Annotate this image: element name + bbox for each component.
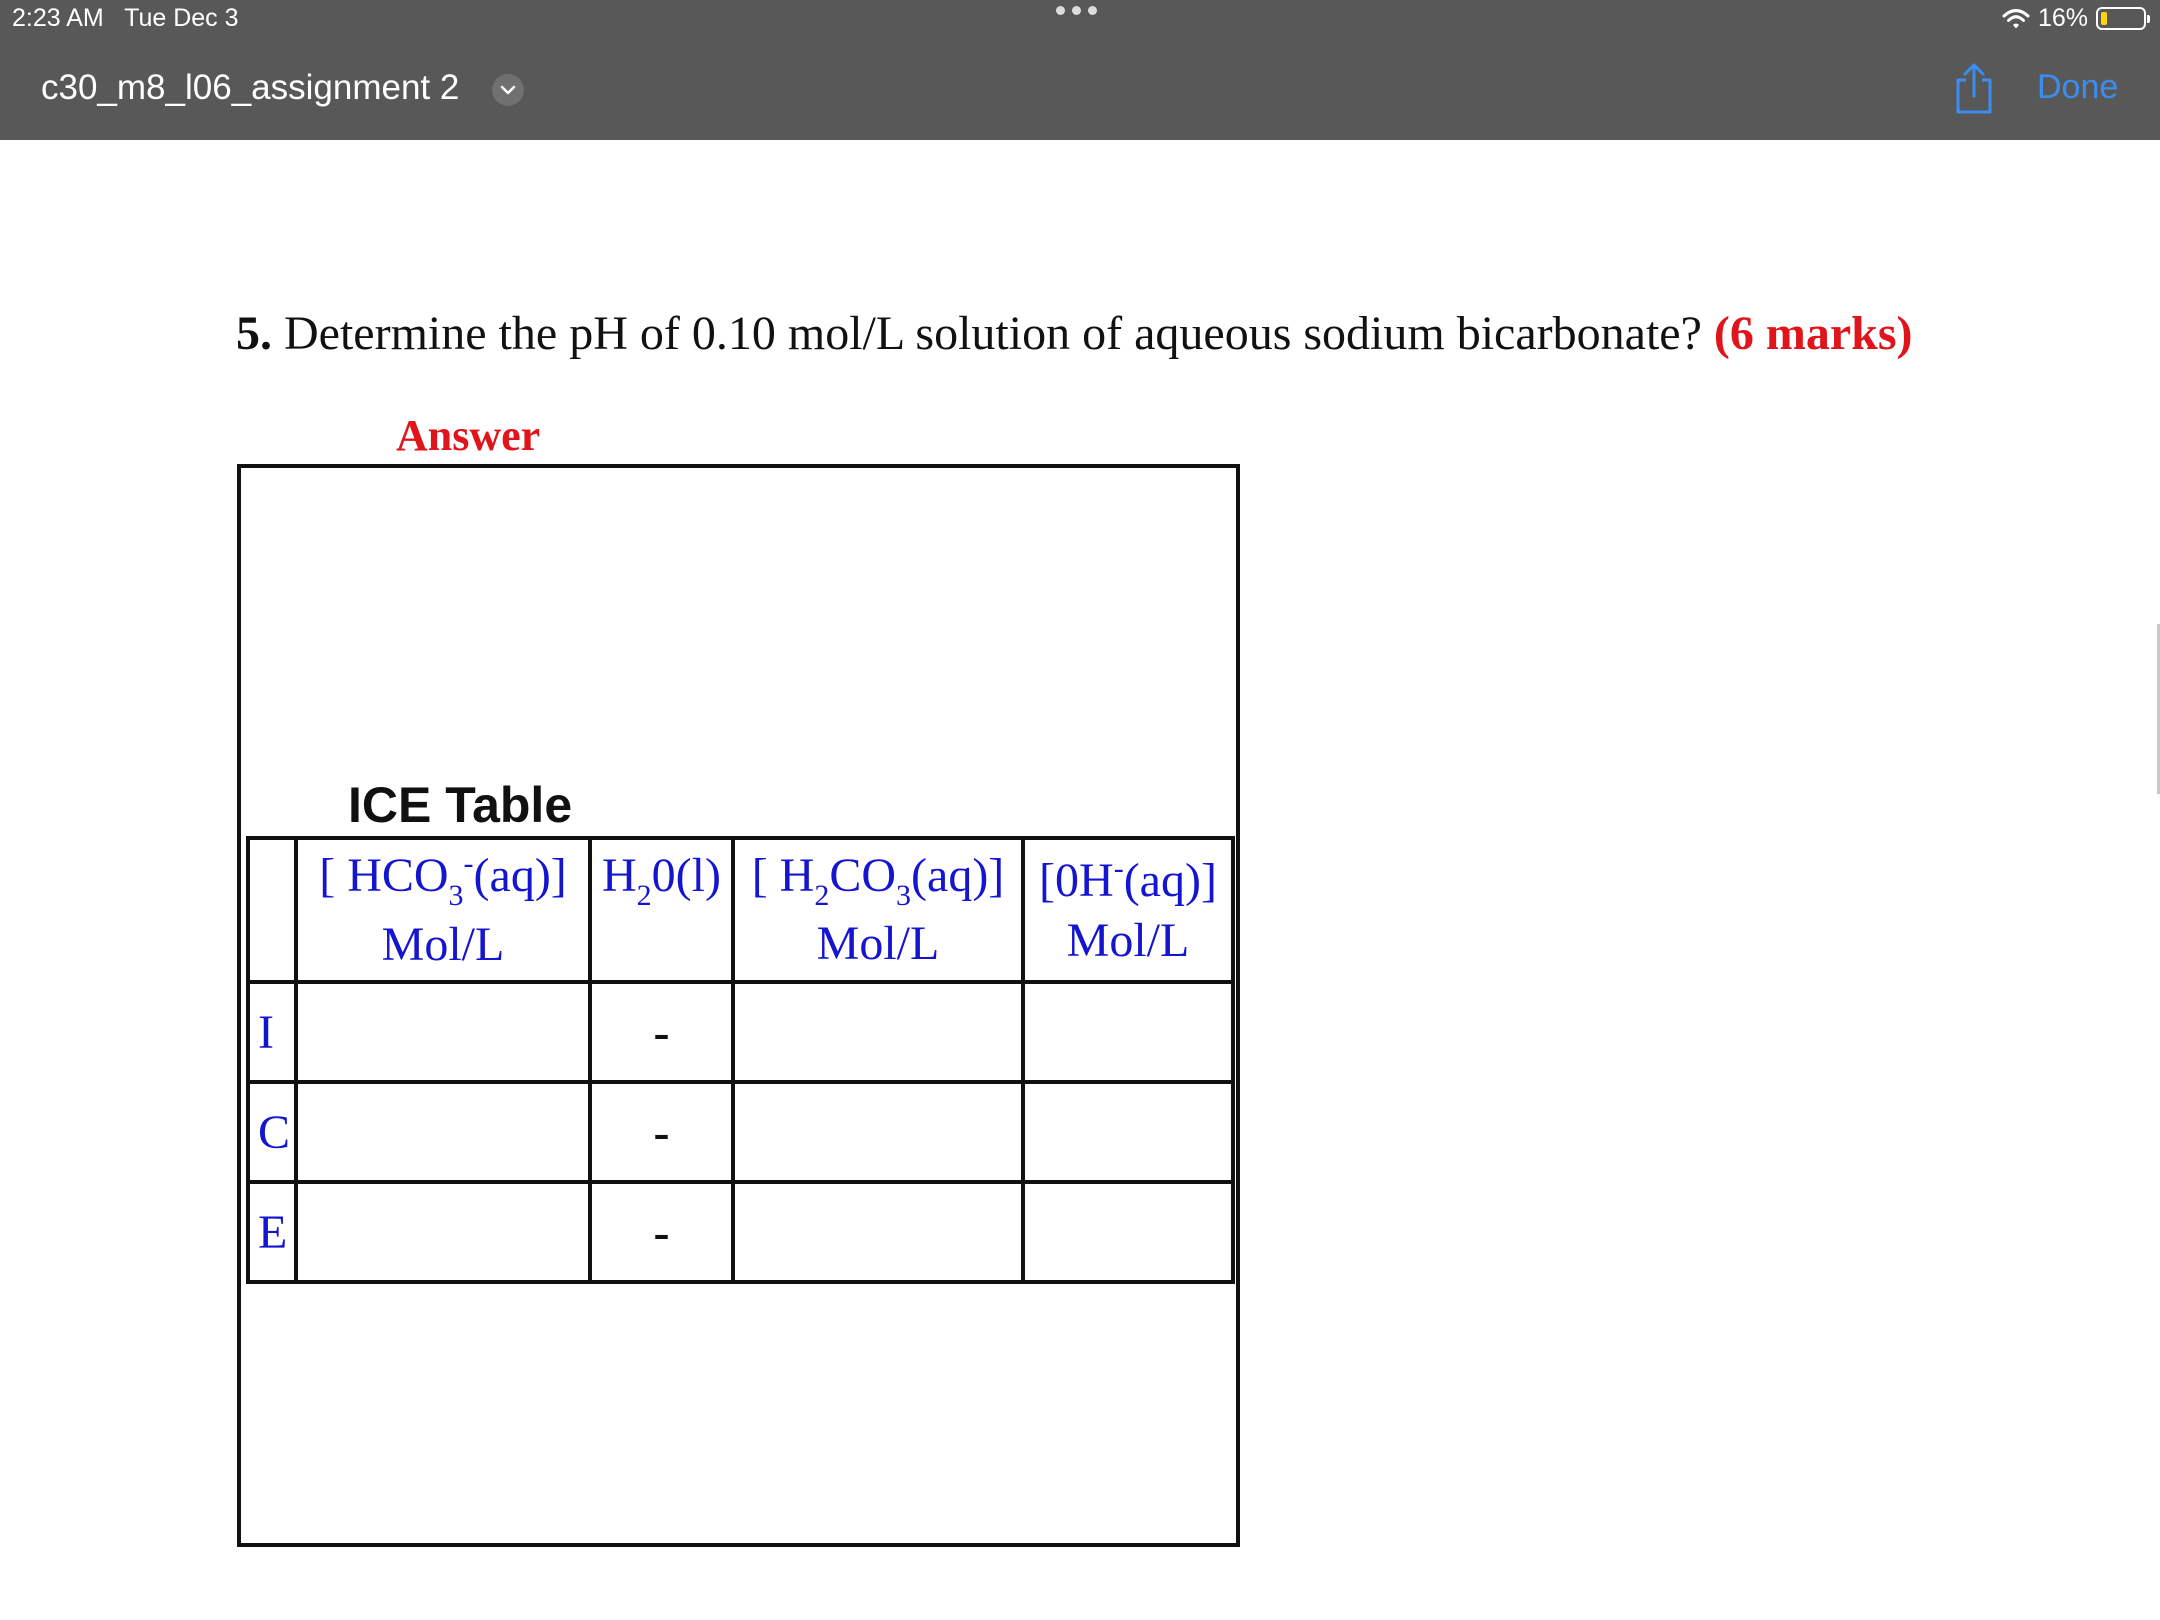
header-hco3: [ $HCO_3^-(aq)$] Mol/L — [296, 838, 590, 982]
question-body: Determine the pH of 0.10 mol/L solution of aqueous sodium bicarbonate? — [284, 307, 1702, 360]
cell-equilibrium-oh — [1023, 1182, 1233, 1282]
chevron-down-icon[interactable] — [492, 74, 524, 106]
row-label-initial: I — [248, 982, 296, 1082]
table-row — [248, 1082, 1233, 1182]
header-oh-unit: Mol/L — [1066, 913, 1190, 967]
cell-initial-h2co3 — [733, 982, 1023, 1082]
cell-equilibrium-h2co3 — [733, 1182, 1023, 1282]
top-bar — [0, 0, 2160, 140]
question-marks: (6 marks) — [1713, 307, 1913, 360]
cell-equilibrium-h2o: - — [590, 1182, 733, 1282]
table-row — [248, 982, 1233, 1082]
cell-change-h2co3 — [733, 1082, 1023, 1182]
cell-initial-hco3 — [296, 982, 590, 1082]
row-label-change: C — [248, 1082, 296, 1182]
battery-icon — [2096, 7, 2146, 30]
ice-table-title: ICE Table — [348, 777, 573, 833]
ice-table — [246, 836, 1235, 1284]
status-bar-time — [12, 4, 239, 33]
row-label-equilibrium: E — [248, 1182, 296, 1282]
cell-change-h2o: - — [590, 1082, 733, 1182]
cell-change-oh — [1023, 1082, 1233, 1182]
header-hco3-unit: Mol/L — [381, 917, 505, 971]
header-h2co3: [ $H_2CO_3(aq)$] Mol/L — [733, 838, 1023, 982]
battery-percent: 16% — [2037, 4, 2088, 32]
share-icon[interactable] — [1952, 62, 1996, 116]
header-oh: [0H-(aq)] Mol/L — [1023, 838, 1233, 982]
header-corner-cell — [248, 838, 296, 982]
cell-initial-oh — [1023, 982, 1233, 1082]
cell-initial-h2o: - — [590, 982, 733, 1082]
header-h2co3-unit: Mol/L — [816, 917, 940, 971]
more-dots-icon[interactable] — [1056, 6, 1097, 15]
document-title[interactable]: c30_m8_l06_assignment 2 — [41, 68, 460, 107]
question-text — [236, 306, 1913, 361]
cell-equilibrium-hco3 — [296, 1182, 590, 1282]
question-number: 5. — [236, 307, 272, 360]
status-bar-right — [2002, 4, 2146, 33]
ice-table-header-row — [248, 838, 1233, 982]
done-button[interactable]: Done — [2037, 68, 2119, 106]
table-row — [248, 1182, 1233, 1282]
answer-label: Answer — [396, 411, 541, 460]
status-time: 2:23 AM — [12, 4, 104, 32]
header-h2o: $H_20(l)$ — [590, 838, 733, 982]
cell-change-hco3 — [296, 1082, 590, 1182]
status-date: Tue Dec 3 — [124, 4, 239, 32]
wifi-icon — [2002, 8, 2030, 30]
